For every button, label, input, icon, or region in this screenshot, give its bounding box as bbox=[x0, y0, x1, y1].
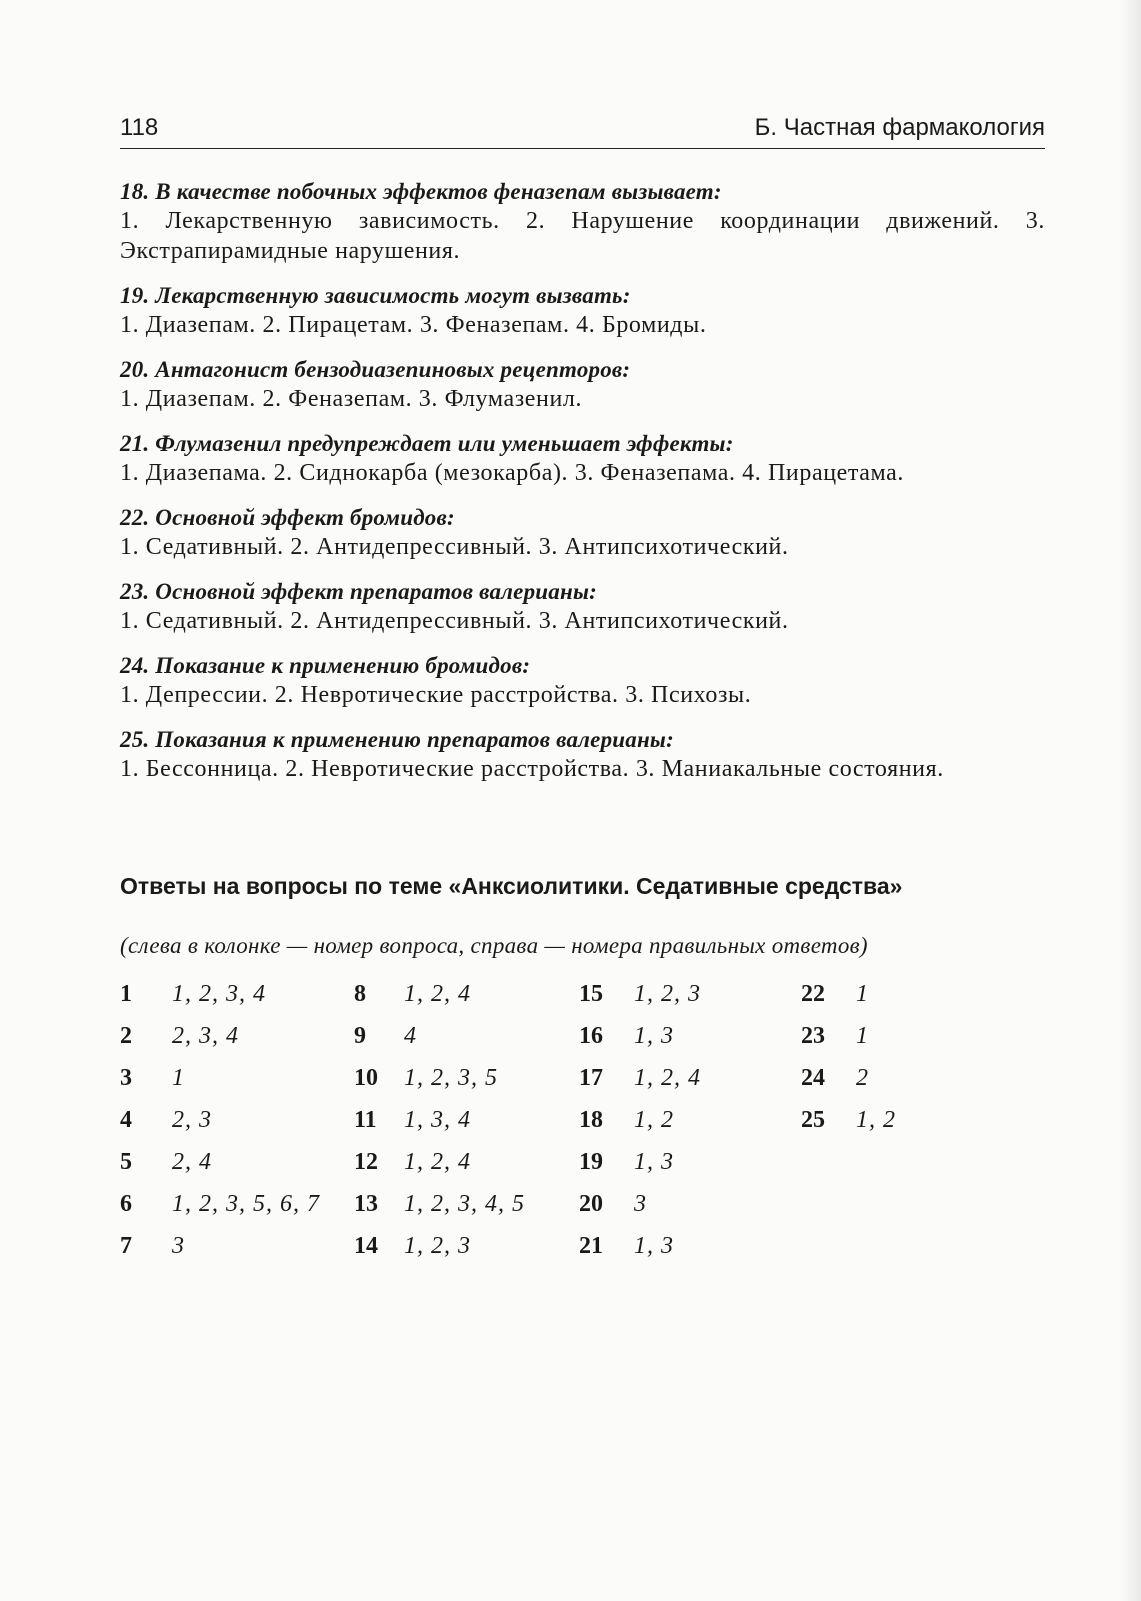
question-title: 20. Антагонист бензодиазепиновых рецепторов: bbox=[120, 357, 631, 382]
question-number: 11 bbox=[354, 1107, 377, 1133]
question-item bbox=[120, 578, 1045, 636]
question-number: 1 bbox=[120, 981, 132, 1007]
question-number: 19 bbox=[579, 1149, 603, 1175]
question-number: 25 bbox=[801, 1107, 825, 1133]
question-options: 1. Бессонница. 2. Невротические расстройства. 3. Маниакальные состояния. bbox=[120, 756, 944, 782]
correct-answers: 1 bbox=[856, 1023, 869, 1049]
running-title: Б. Частная фармакология bbox=[754, 114, 1045, 141]
correct-answers: 1, 2 bbox=[856, 1107, 896, 1133]
correct-answers: 3 bbox=[172, 1233, 185, 1259]
correct-answers: 1, 3 bbox=[634, 1023, 674, 1049]
page-header bbox=[120, 112, 1045, 149]
question-number: 4 bbox=[120, 1107, 132, 1133]
correct-answers: 1 bbox=[172, 1065, 185, 1091]
question-number: 10 bbox=[354, 1065, 378, 1091]
question-number: 7 bbox=[120, 1233, 132, 1259]
correct-answers: 1, 2, 3, 4 bbox=[172, 981, 266, 1007]
correct-answers: 1, 2 bbox=[634, 1107, 674, 1133]
question-title: 23. Основной эффект препаратов валерианы: bbox=[120, 579, 597, 604]
question-number: 23 bbox=[801, 1023, 825, 1049]
question-options: 1. Седативный. 2. Антидепрессивный. 3. Антипсихотический. bbox=[120, 534, 789, 560]
correct-answers: 1, 2, 3 bbox=[634, 981, 701, 1007]
question-item bbox=[120, 282, 1045, 340]
correct-answers: 2, 3, 4 bbox=[172, 1023, 239, 1049]
question-number: 24 bbox=[801, 1065, 825, 1091]
page-edge-shadow bbox=[1121, 0, 1141, 1601]
question-number: 13 bbox=[354, 1191, 378, 1217]
question-item bbox=[120, 178, 1045, 266]
question-number: 14 bbox=[354, 1233, 378, 1259]
correct-answers: 1, 2, 4 bbox=[634, 1065, 701, 1091]
correct-answers: 1, 2, 4 bbox=[404, 1149, 471, 1175]
question-options: 1. Депрессии. 2. Невротические расстройства. 3. Психозы. bbox=[120, 682, 752, 708]
correct-answers: 2, 4 bbox=[172, 1149, 212, 1175]
question-number: 16 bbox=[579, 1023, 603, 1049]
question-item bbox=[120, 652, 1045, 710]
question-options: 1. Диазепам. 2. Пирацетам. 3. Феназепам. 4. Бромиды. bbox=[120, 312, 707, 338]
question-item bbox=[120, 356, 1045, 414]
question-title: 19. Лекарственную зависимость могут вызвать: bbox=[120, 283, 631, 308]
question-number: 2 bbox=[120, 1023, 132, 1049]
answers-note: (слева в колонке — номер вопроса, справа — номера правильных ответов) bbox=[120, 933, 868, 958]
question-number: 6 bbox=[120, 1191, 132, 1217]
answers-heading: Ответы на вопросы по теме «Анксиолитики. Седативные средства» bbox=[120, 873, 903, 899]
question-options: 1. Диазепам. 2. Феназепам. 3. Флумазенил. bbox=[120, 386, 583, 412]
correct-answers: 2 bbox=[856, 1065, 869, 1091]
question-title: 21. Флумазенил предупреждает или уменьшает эффекты: bbox=[120, 431, 734, 456]
question-number: 22 bbox=[801, 981, 825, 1007]
question-options: 1. Диазепама. 2. Сиднокарба (мезокарба). 3. Феназепама. 4. Пирацетама. bbox=[120, 460, 905, 486]
question-options: 1. Лекарственную зависимость. 2. Нарушение координации движений. 3. Экстрапирамидные нарушения. bbox=[120, 208, 1045, 264]
correct-answers: 1, 2, 3, 5 bbox=[404, 1065, 498, 1091]
correct-answers: 1, 2, 3, 5, 6, 7 bbox=[172, 1191, 320, 1217]
question-item bbox=[120, 430, 1045, 488]
correct-answers: 1, 3 bbox=[634, 1149, 674, 1175]
question-title: 25. Показания к применению препаратов валерианы: bbox=[120, 727, 674, 752]
correct-answers: 1, 2, 3 bbox=[404, 1233, 471, 1259]
question-title: 24. Показание к применению бромидов: bbox=[120, 653, 531, 678]
correct-answers: 1, 3 bbox=[634, 1233, 674, 1259]
question-number: 18 bbox=[579, 1107, 603, 1133]
question-item bbox=[120, 504, 1045, 562]
correct-answers: 1, 2, 3, 4, 5 bbox=[404, 1191, 525, 1217]
correct-answers: 1, 2, 4 bbox=[404, 981, 471, 1007]
question-number: 21 bbox=[579, 1233, 603, 1259]
question-number: 20 bbox=[579, 1191, 603, 1217]
correct-answers: 3 bbox=[634, 1191, 647, 1217]
question-title: 22. Основной эффект бромидов: bbox=[120, 505, 455, 530]
answer-key-grid bbox=[120, 980, 1045, 1280]
question-item bbox=[120, 726, 1045, 784]
correct-answers: 2, 3 bbox=[172, 1107, 212, 1133]
questions-list bbox=[120, 178, 1045, 800]
question-number: 15 bbox=[579, 981, 603, 1007]
correct-answers: 1 bbox=[856, 981, 869, 1007]
question-number: 12 bbox=[354, 1149, 378, 1175]
question-number: 9 bbox=[354, 1023, 366, 1049]
question-number: 17 bbox=[579, 1065, 603, 1091]
question-title: 18. В качестве побочных эффектов феназепам вызывает: bbox=[120, 179, 722, 204]
correct-answers: 1, 3, 4 bbox=[404, 1107, 471, 1133]
question-number: 8 bbox=[354, 981, 366, 1007]
question-options: 1. Седативный. 2. Антидепрессивный. 3. Антипсихотический. bbox=[120, 608, 789, 634]
page-number: 118 bbox=[120, 114, 159, 141]
question-number: 3 bbox=[120, 1065, 132, 1091]
correct-answers: 4 bbox=[404, 1023, 417, 1049]
question-number: 5 bbox=[120, 1149, 132, 1175]
